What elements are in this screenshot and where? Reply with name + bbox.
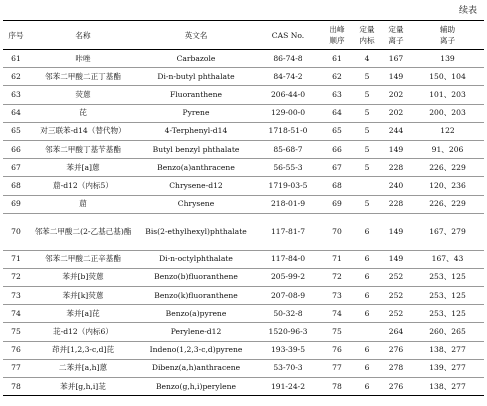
cell-quant-ion: 202 xyxy=(381,104,411,122)
table-row xyxy=(3,86,484,104)
cell-cas: 56-55-3 xyxy=(255,159,321,177)
cell-english-name: Bis(2-ethylhexyl)phthalate xyxy=(137,213,255,250)
cell-english-name: Indeno(1,2,3-c,d)pyrene xyxy=(137,341,255,359)
cell-quant-ion: 202 xyxy=(381,86,411,104)
cell-elution-order: 61 xyxy=(321,50,353,68)
cell-aux-ions: 260、265 xyxy=(411,323,484,341)
cell-cas: 86-74-8 xyxy=(255,50,321,68)
cell-cas: 117-81-7 xyxy=(255,213,321,250)
cell-cas: 193-39-5 xyxy=(255,341,321,359)
cell-elution-order: 77 xyxy=(321,359,353,377)
table-row xyxy=(3,287,484,305)
cell-english-name: Pyrene xyxy=(137,104,255,122)
cell-aux-ions: 253、125 xyxy=(411,287,484,305)
cell-quant-ion: 149 xyxy=(381,213,411,250)
cell-name: 咔唑 xyxy=(29,50,137,68)
cell-quant-ion: 149 xyxy=(381,250,411,268)
cell-quant-ion: 264 xyxy=(381,323,411,341)
cell-elution-order: 76 xyxy=(321,341,353,359)
table-row xyxy=(3,378,484,396)
col-header-index: 序号 xyxy=(8,30,24,40)
table-row xyxy=(3,159,484,177)
cell-english-name: Butyl benzyl phthalate xyxy=(137,140,255,158)
cell-elution-order: 73 xyxy=(321,287,353,305)
cell-quant-ion: 252 xyxy=(381,268,411,286)
table-row xyxy=(3,68,484,86)
cell-elution-order: 64 xyxy=(321,104,353,122)
cell-english-name: Di-n-octylphthalate xyxy=(137,250,255,268)
cell-elution-order: 66 xyxy=(321,140,353,158)
col-header-aux-ions: 辅助 离子 xyxy=(439,25,456,45)
table-body xyxy=(3,50,484,396)
cell-quant-ion: 228 xyxy=(381,159,411,177)
cell-aux-ions: 253、125 xyxy=(411,305,484,323)
cell-name: 荧蒽 xyxy=(29,86,137,104)
table-row xyxy=(3,122,484,140)
cell-elution-order: 78 xyxy=(321,378,353,396)
table-row xyxy=(3,104,484,122)
cell-index: 67 xyxy=(3,159,29,177)
cell-elution-order: 71 xyxy=(321,250,353,268)
cell-internal-standard: 5 xyxy=(353,86,381,104)
cell-english-name: Perylene-d12 xyxy=(137,323,255,341)
cell-index: 76 xyxy=(3,341,29,359)
cell-name: 芘 xyxy=(29,104,137,122)
cell-aux-ions: 150、104 xyxy=(411,68,484,86)
cell-internal-standard: 6 xyxy=(353,305,381,323)
col-header-name: 名称 xyxy=(75,30,91,40)
cell-quant-ion: 167 xyxy=(381,50,411,68)
cell-name: 苯并[k]荧蒽 xyxy=(29,287,137,305)
cell-elution-order: 65 xyxy=(321,122,353,140)
cell-quant-ion: 276 xyxy=(381,378,411,396)
cell-aux-ions: 120、236 xyxy=(411,177,484,195)
cell-aux-ions: 91、206 xyxy=(411,140,484,158)
col-header-internal-standard: 定量 内标 xyxy=(359,25,375,45)
continued-label: 续表 xyxy=(458,6,477,16)
cell-internal-standard: 5 xyxy=(353,195,381,213)
cell-english-name: Chrysene xyxy=(137,195,255,213)
col-header-elution-order: 出峰 顺序 xyxy=(329,25,345,45)
cell-name: 对三联苯-d14（替代物） xyxy=(29,122,137,140)
cell-internal-standard xyxy=(353,323,381,341)
table-row xyxy=(3,177,484,195)
table-row xyxy=(3,195,484,213)
cell-cas: 129-00-0 xyxy=(255,104,321,122)
cell-elution-order: 70 xyxy=(321,213,353,250)
cell-index: 66 xyxy=(3,140,29,158)
cell-name: 䓛 xyxy=(29,195,137,213)
cell-english-name: Benzo(k)fluoranthene xyxy=(137,287,255,305)
cell-elution-order: 72 xyxy=(321,268,353,286)
cell-index: 73 xyxy=(3,287,29,305)
cell-index: 70 xyxy=(3,213,29,250)
cell-index: 78 xyxy=(3,378,29,396)
cell-elution-order: 75 xyxy=(321,323,353,341)
cell-name: 邻苯二甲酸二正丁基酯 xyxy=(29,68,137,86)
cell-quant-ion: 244 xyxy=(381,122,411,140)
cell-english-name: Chrysene-d12 xyxy=(137,177,255,195)
cell-index: 74 xyxy=(3,305,29,323)
cell-index: 68 xyxy=(3,177,29,195)
cell-name: 邻苯二甲酸二正辛基酯 xyxy=(29,250,137,268)
cell-name: 茚并[1,2,3-c,d]芘 xyxy=(29,341,137,359)
cell-index: 61 xyxy=(3,50,29,68)
cell-cas: 1520-96-3 xyxy=(255,323,321,341)
cell-quant-ion: 252 xyxy=(381,287,411,305)
cell-name: 苯并[g,h,i]苝 xyxy=(29,378,137,396)
cell-index: 71 xyxy=(3,250,29,268)
cell-internal-standard: 6 xyxy=(353,359,381,377)
cell-english-name: Benzo(b)fluoranthene xyxy=(137,268,255,286)
cell-elution-order: 63 xyxy=(321,86,353,104)
cell-elution-order: 62 xyxy=(321,68,353,86)
cell-cas: 218-01-9 xyxy=(255,195,321,213)
cell-index: 64 xyxy=(3,104,29,122)
cell-english-name: Dibenz(a,h)anthracene xyxy=(137,359,255,377)
cell-aux-ions: 167、279 xyxy=(411,213,484,250)
col-header-quant-ion: 定量 离子 xyxy=(388,25,404,45)
table-header-row xyxy=(3,21,484,50)
table-row xyxy=(3,268,484,286)
cell-internal-standard: 6 xyxy=(353,268,381,286)
cell-internal-standard: 5 xyxy=(353,159,381,177)
cell-aux-ions: 253、125 xyxy=(411,268,484,286)
cell-name: 苝-d12（内标6） xyxy=(29,323,137,341)
cell-name: 苯并[a]芘 xyxy=(29,305,137,323)
cell-internal-standard: 5 xyxy=(353,68,381,86)
cell-name: 邻苯二甲酸丁基苄基酯 xyxy=(29,140,137,158)
table-row xyxy=(3,213,484,250)
cell-name: 䓛-d12（内标5） xyxy=(29,177,137,195)
table-row xyxy=(3,341,484,359)
cell-english-name: Benzo(a)pyrene xyxy=(137,305,255,323)
cell-aux-ions: 122 xyxy=(411,122,484,140)
cell-internal-standard: 5 xyxy=(353,104,381,122)
cell-cas: 206-44-0 xyxy=(255,86,321,104)
cell-english-name: 4-Terphenyl-d14 xyxy=(137,122,255,140)
cell-elution-order: 74 xyxy=(321,305,353,323)
cell-aux-ions: 101、203 xyxy=(411,86,484,104)
cell-internal-standard: 6 xyxy=(353,287,381,305)
cell-quant-ion: 276 xyxy=(381,341,411,359)
cell-english-name: Benzo(a)anthracene xyxy=(137,159,255,177)
cell-cas: 85-68-7 xyxy=(255,140,321,158)
cell-index: 65 xyxy=(3,122,29,140)
cell-internal-standard: 6 xyxy=(353,250,381,268)
cell-index: 62 xyxy=(3,68,29,86)
cell-english-name: Di-n-butyl phthalate xyxy=(137,68,255,86)
cell-english-name: Fluoranthene xyxy=(137,86,255,104)
cell-index: 69 xyxy=(3,195,29,213)
cell-quant-ion: 252 xyxy=(381,305,411,323)
table-row xyxy=(3,359,484,377)
cell-elution-order: 69 xyxy=(321,195,353,213)
cell-aux-ions: 200、203 xyxy=(411,104,484,122)
cell-quant-ion: 240 xyxy=(381,177,411,195)
cell-elution-order: 67 xyxy=(321,159,353,177)
cell-cas: 84-74-2 xyxy=(255,68,321,86)
table-row xyxy=(3,250,484,268)
compound-table xyxy=(3,20,484,396)
cell-internal-standard: 5 xyxy=(353,122,381,140)
cell-internal-standard: 6 xyxy=(353,378,381,396)
cell-cas: 50-32-8 xyxy=(255,305,321,323)
cell-name: 苯并[b]荧蒽 xyxy=(29,268,137,286)
cell-cas: 117-84-0 xyxy=(255,250,321,268)
cell-cas: 191-24-2 xyxy=(255,378,321,396)
cell-index: 77 xyxy=(3,359,29,377)
col-header-cas: CAS No. xyxy=(271,30,305,40)
cell-aux-ions: 138、277 xyxy=(411,378,484,396)
table-row xyxy=(3,323,484,341)
cell-elution-order: 68 xyxy=(321,177,353,195)
cell-name: 邻苯二甲酸二(2-乙基己基)酯 xyxy=(29,213,137,250)
cell-quant-ion: 149 xyxy=(381,140,411,158)
cell-aux-ions: 139 xyxy=(411,50,484,68)
cell-cas: 1719-03-5 xyxy=(255,177,321,195)
cell-internal-standard xyxy=(353,177,381,195)
cell-internal-standard: 6 xyxy=(353,341,381,359)
cell-name: 苯并[a]蒽 xyxy=(29,159,137,177)
cell-quant-ion: 278 xyxy=(381,359,411,377)
cell-aux-ions: 167、43 xyxy=(411,250,484,268)
cell-cas: 207-08-9 xyxy=(255,287,321,305)
cell-internal-standard: 6 xyxy=(353,213,381,250)
cell-index: 72 xyxy=(3,268,29,286)
cell-cas: 53-70-3 xyxy=(255,359,321,377)
cell-cas: 205-99-2 xyxy=(255,268,321,286)
cell-quant-ion: 228 xyxy=(381,195,411,213)
cell-english-name: Carbazole xyxy=(137,50,255,68)
cell-internal-standard: 5 xyxy=(353,140,381,158)
cell-index: 75 xyxy=(3,323,29,341)
cell-english-name: Benzo(g,h,i)perylene xyxy=(137,378,255,396)
table-row xyxy=(3,50,484,68)
table-row xyxy=(3,140,484,158)
cell-aux-ions: 226、229 xyxy=(411,195,484,213)
cell-aux-ions: 226、229 xyxy=(411,159,484,177)
cell-aux-ions: 139、277 xyxy=(411,359,484,377)
cell-name: 二苯并[a,h]蒽 xyxy=(29,359,137,377)
cell-index: 63 xyxy=(3,86,29,104)
table-row xyxy=(3,305,484,323)
cell-cas: 1718-51-0 xyxy=(255,122,321,140)
col-header-english-name: 英文名 xyxy=(184,30,208,40)
cell-internal-standard: 4 xyxy=(353,50,381,68)
cell-quant-ion: 149 xyxy=(381,68,411,86)
cell-aux-ions: 138、277 xyxy=(411,341,484,359)
